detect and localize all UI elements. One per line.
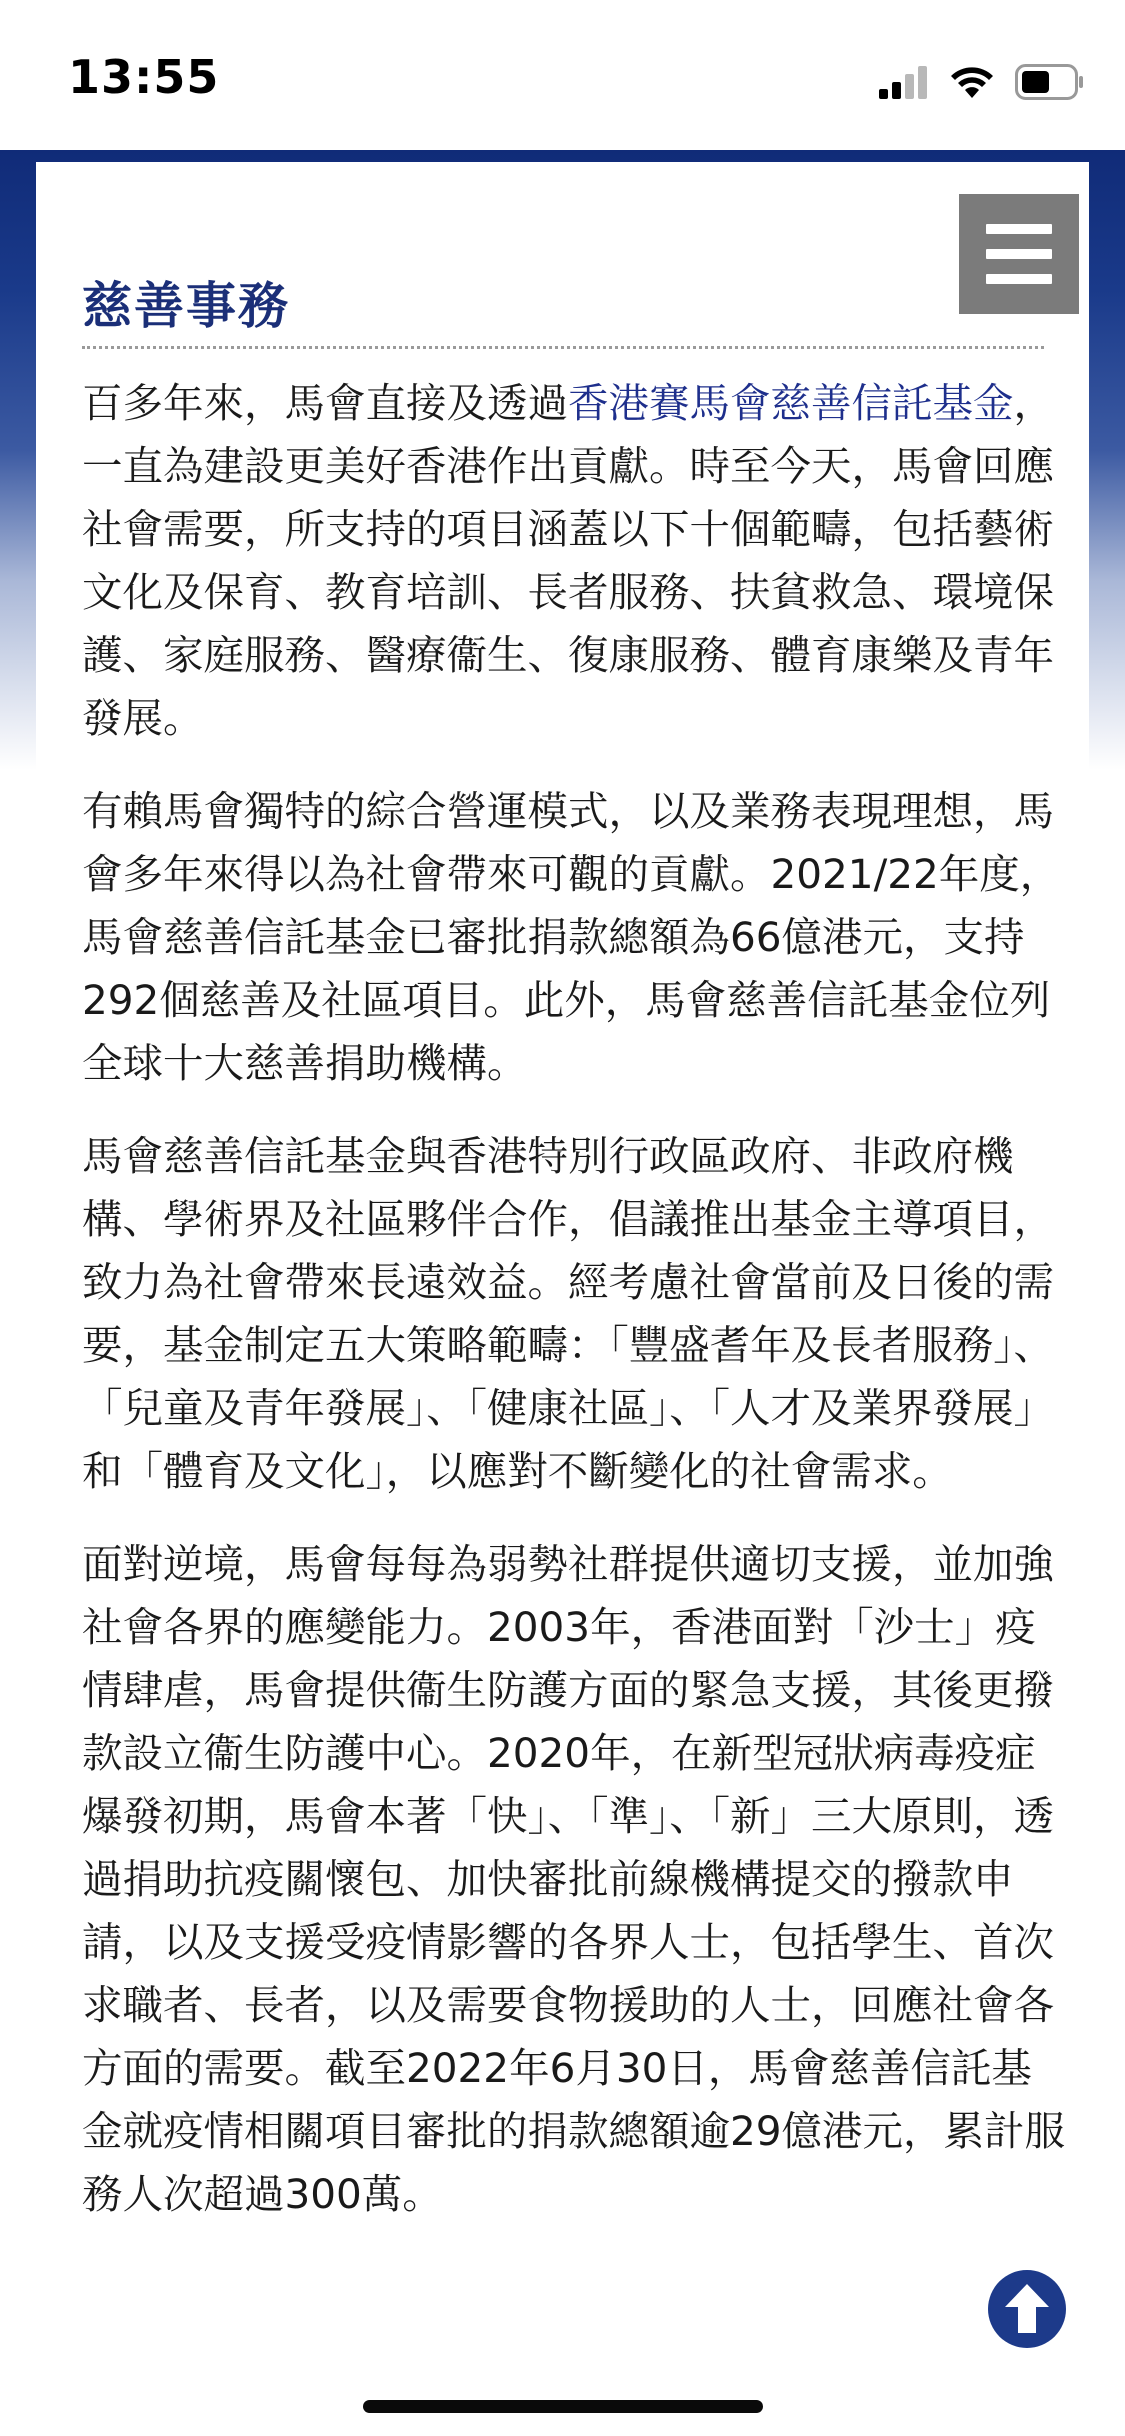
paragraph-1 — [82, 372, 1072, 750]
paragraph-4: 面對逆境，馬會每每為弱勢社群提供適切支援，並加強社會各界的應變能力。2003年，香港面對「沙士」疫情肆虐，馬會提供衞生防護方面的緊急支援，其後更撥款設立衞生防護中心。2020年，在新型冠狀病毒疫症爆發初期，馬會本著「快」、「準」、「新」三大原則，透過捐助抗疫關懷包、加快審批前線機構提交的撥款申請，以及支援受疫情影響的各界人士，包括學生、首次求職者、長者，以及需要食物援助的人士，回應社會各方面的需要。截至2022年6月30日，馬會慈善信託基金就疫情相關項目審批的捐款總額逾29億港元，累計服務人次超過300萬。 — [82, 1540, 1066, 2218]
menu-button[interactable] — [959, 194, 1079, 314]
battery-icon — [1015, 64, 1085, 100]
trust-link[interactable]: 香港賽馬會慈善信託基金 — [568, 379, 1014, 427]
paragraph-1-rest: ，一直為建設更美好香港作出貢獻。時至今天，馬會回應社會需要，所支持的項目涵蓋以下十個範疇，包括藝術文化及保育、教育培訓、長者服務、扶貧救急、環境保護、家庭服務、醫療衞生、復康服務、體育康樂及青年發展。 — [82, 379, 1054, 742]
paragraph-3: 馬會慈善信託基金與香港特別行政區政府、非政府機構、學術界及社區夥伴合作，倡議推出基金主導項目，致力為社會帶來長遠效益。經考慮社會當前及日後的需要，基金制定五大策略範疇：「豐盛耆年及長者服務」、「兒童及青年發展」、「健康社區」、「人才及業界發展」和「體育及文化」，以應對不斷變化的社會需求。 — [82, 1132, 1054, 1495]
page-title: 慈善事務 — [82, 276, 290, 335]
cellular-signal-icon — [879, 65, 929, 99]
content-card — [36, 162, 1089, 2436]
status-icons — [879, 62, 1085, 102]
status-time: 13:55 — [68, 50, 220, 104]
article-body — [82, 372, 1072, 2256]
title-divider — [82, 346, 1044, 349]
back-to-top-button[interactable] — [988, 2270, 1066, 2348]
paragraph-2: 有賴馬會獨特的綜合營運模式，以及業務表現理想，馬會多年來得以為社會帶來可觀的貢獻。2021/22年度，馬會慈善信託基金已審批捐款總額為66億港元，支持292個慈善及社區項目。此外，馬會慈善信託基金位列全球十大慈善捐助機構。 — [82, 787, 1061, 1087]
arrow-up-circle-icon — [988, 2270, 1066, 2348]
home-indicator[interactable] — [363, 2400, 763, 2413]
wifi-icon — [949, 65, 995, 99]
paragraph-1-lead: 百多年來，馬會直接及透過 — [82, 379, 568, 427]
status-bar — [0, 0, 1125, 150]
